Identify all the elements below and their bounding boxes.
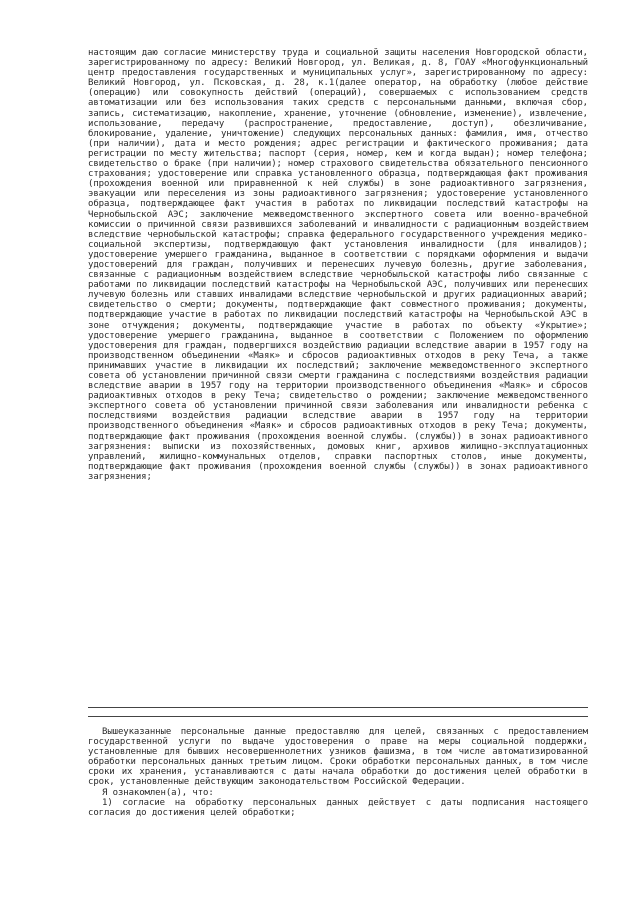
acknowledge-line: Я ознакомлен(а), что: <box>102 787 214 798</box>
separator-line-secondary <box>88 716 588 717</box>
consent-paragraph-2: Вышеуказанные персональные данные предоставляю для целей, связанных с предоставлением государственной услуги по выдаче удостоверения о праве на меры социальной поддержки, установленные для бывших несовершеннолетних узников фашизма, в том числе автоматизированной обработки персональных данных третьим лицом. Сроки обработки персональных данных, в том числе сроки их хранения, устанавливаются с даты начала обработки до достижения целей обработки в срок, установленные действующим законодательством Российской Федерации. <box>88 727 588 788</box>
acknowledge-item-1: 1) согласие на обработку персональных данных действует с даты подписания настоящего согласия до достижения целей обработки; <box>88 797 588 818</box>
consent-paragraph-1: настоящим даю согласие министерству труда и социальной защиты населения Новгородской области, зарегистрированному по адресу: Великий Новгород, ул. Великая, д. 8, ГОАУ «Многофункциональный центр предоставления государственных и муниципальных услуг», зарегистрированному по адресу: Великий Новгород, ул. Псковская, д. 28, к.1(далее оператор, на обработку (любое действие (операцию) или совокупность действий (операций), совершаемых с использованием средств автоматизации или без использования таких средств с персональными данными, включая сбор, запись, систематизацию, накопление, хранение, уточнение (обновление, изменение), извлечение, использование, передачу (распространение, предоставление, доступ), обезличивание, блокирование, удаление, уничтожение) следующих персональных данных: фамилия, имя, отчество (при наличии), дата и место рождения; адрес регистрации и фактического проживания; дата регистрации по месту жительства; паспорт (серия, номер, кем и когда выдан); номер телефона; свидетельство о браке (при наличии); номер страхового свидетельства обязательного пенсионного страхования; удостоверение или справка установленного образца, подтверждающая факт проживания (прохождения военной или приравненной к ней службы) в зоне радиоактивного загрязнения, эвакуации или переселения из зоны радиоактивного загрязнения; удостоверение установленного образца, подтверждающее факт участия в работах по ликвидации последствий катастрофы на Чернобыльской АЭС; заключение межведомственного экспертного совета или военно-врачебной комиссии о причинной связи развившихся заболеваний и инвалидности с радиационным воздействием вследствие чернобыльской катастрофы; справка федерального государственного учреждения медико-социальной экспертизы, подтверждающую факт установления инвалидности (для инвалидов); удостоверение умершего гражданина, выданное в соответствии с порядками оформления и выдачи удостоверений для граждан, получивших и перенесших лучевую болезнь, другие заболевания, связанные с радиационным воздействием вследствие чернобыльской катастрофы либо связанные с работами по ликвидации последствий катастрофы на Чернобыльской АЭС, получивших или перенесших лучевую болезнь или ставших инвалидами вследствие чернобыльской и других радиационных аварий; свидетельство о смерти; документы, подтверждающие факт совместного проживания; документы, подтверждающие участие в работах по ликвидации последствий катастрофы на Чернобыльской АЭС в зоне отчуждения; документы, подтверждающие участие в работах по объекту «Укрытие»; удостоверение умершего гражданина, выданное в соответствии с Положением по оформлению удостоверения для граждан, подвергшихся воздействию радиации вследствие аварии в 1957 году на производственном объединении «Маяк» и сбросов радиоактивных отходов в реку Теча, а также принимавших участие в ликвидации их последствий; заключение межведомственного экспертного совета об установлении причинной связи смерти гражданина с последствиями воздействия радиации вследствие аварии в 1957 году на территории производственного объединения «Маяк» и сбросов радиоактивных отходов в реку Теча; свидетельство о рождении; заключение межведомственного экспертного совета об установлении причинной связи заболевания или инвалидности ребенка с последствиями воздействия радиации вследствие аварии в 1957 году на территории производственного объединения «Маяк» и сбросов радиоактивных отходов в реку Теча; документы, подтверждающие факт проживания (прохождения военной службы. (службы)) в зонах радиоактивного загрязнения: выписки из похозяйственных, домовых книг, архивов жилищно-эксплуатационных управлений, жилищно-коммунальных отделов, справки паспортных столов, иные документы, подтверждающие факт проживания (прохождения военной службы (службы)) в зонах радиоактивного загрязнения; <box>88 48 588 482</box>
consent-purpose-section <box>88 727 588 818</box>
consent-body <box>88 48 588 482</box>
separator-line <box>88 707 588 708</box>
